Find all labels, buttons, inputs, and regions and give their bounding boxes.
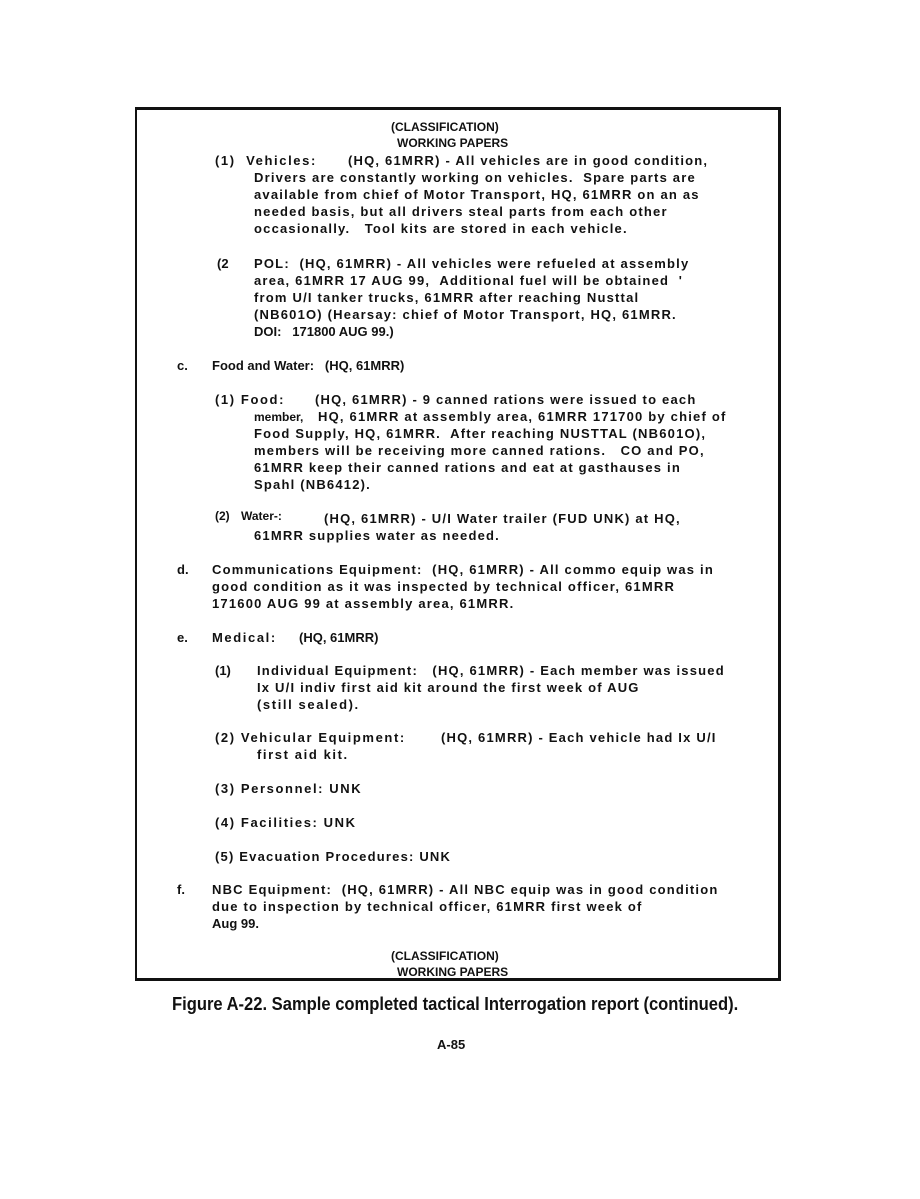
header-classification: (CLASSIFICATION) [391,120,499,134]
water-line-1: (HQ, 61MRR) - U/I Water trailer (FUD UNK) at HQ, [324,511,681,526]
section-f-letter: f. [177,882,185,897]
medical-source: (HQ, 61MRR) [299,630,379,645]
section-c-letter: c. [177,358,188,373]
veh-equip-line-1: (HQ, 61MRR) - Each vehicle had Ix U/I [441,730,717,745]
food-line-1: (HQ, 61MRR) - 9 canned rations were issued to each [315,392,697,407]
water-number: (2) [215,509,230,523]
section-e-letter: e. [177,630,188,645]
evacuation-line: (5) Evacuation Procedures: UNK [215,849,452,864]
food-line-5: 61MRR keep their canned rations and eat at gasthauses in [254,460,681,475]
footer-classification: (CLASSIFICATION) [391,949,499,963]
vehicles-label: (1) Vehicles: [215,153,317,168]
nbc-line-2: due to inspection by technical officer, 61MRR first week of [212,899,643,914]
vehicles-line-2: Drivers are constantly working on vehicles. Spare parts are [254,170,696,185]
food-label: (1) Food: [215,392,285,407]
indiv-equip-line-3: (still sealed). [257,697,360,712]
food-line-4: members will be receiving more canned rations. CO and PO, [254,443,705,458]
food-line-2: HQ, 61MRR at assembly area, 61MRR 171700 by chief of [318,409,727,424]
veh-equip-line-2: first aid kit. [257,747,349,762]
personnel-line: (3) Personnel: UNK [215,781,363,796]
nbc-line-3: Aug 99. [212,916,259,931]
pol-line-2: area, 61MRR 17 AUG 99, Additional fuel will be obtained ' [254,273,684,288]
vehicles-line-1: (HQ, 61MRR) - All vehicles are in good condition, [348,153,709,168]
header-working-papers: WORKING PAPERS [397,136,509,150]
food-member: member, [254,410,304,424]
comms-line-3: 171600 AUG 99 at assembly area, 61MRR. [212,596,515,611]
vehicles-line-3: available from chief of Motor Transport, HQ, 61MRR on an as [254,187,700,202]
veh-equip-label: (2) Vehicular Equipment: [215,730,406,745]
food-line-3: Food Supply, HQ, 61MRR. After reaching NUSTTAL (NB601O), [254,426,707,441]
indiv-equip-number: (1) [215,663,231,678]
section-d-letter: d. [177,562,189,577]
facilities-line: (4) Facilities: UNK [215,815,357,830]
page-number: A-85 [437,1037,466,1052]
comms-line-2: good condition as it was inspected by technical officer, 61MRR [212,579,676,594]
water-label: Water-: [241,509,282,523]
section-c-title: Food and Water: (HQ, 61MRR) [212,358,405,373]
comms-line-1: Communications Equipment: (HQ, 61MRR) - All commo equip was in [212,562,714,577]
figure-caption: Figure A-22. Sample completed tactical Interrogation report (continued). [172,994,739,1014]
indiv-equip-line-2: Ix U/I indiv first aid kit around the first week of AUG [257,680,640,695]
vehicles-line-5: occasionally. Tool kits are stored in each vehicle. [254,221,628,236]
food-line-6: Spahl (NB6412). [254,477,371,492]
pol-line-4: (NB601O) (Hearsay: chief of Motor Transport, HQ, 61MRR. [254,307,677,322]
water-line-2: 61MRR supplies water as needed. [254,528,500,543]
nbc-line-1: NBC Equipment: (HQ, 61MRR) - All NBC equip was in good condition [212,882,719,897]
medical-label: Medical: [212,630,277,645]
indiv-equip-line-1: Individual Equipment: (HQ, 61MRR) - Each member was issued [257,663,725,678]
pol-line-3: from U/I tanker trucks, 61MRR after reaching Nusttal [254,290,640,305]
footer-working-papers: WORKING PAPERS [397,965,509,979]
pol-line-1: POL: (HQ, 61MRR) - All vehicles were refueled at assembly [254,256,690,271]
pol-number: (2 [217,256,229,271]
pol-line-5: DOI: 171800 AUG 99.) [254,324,394,339]
vehicles-line-4: needed basis, but all drivers steal parts from each other [254,204,668,219]
